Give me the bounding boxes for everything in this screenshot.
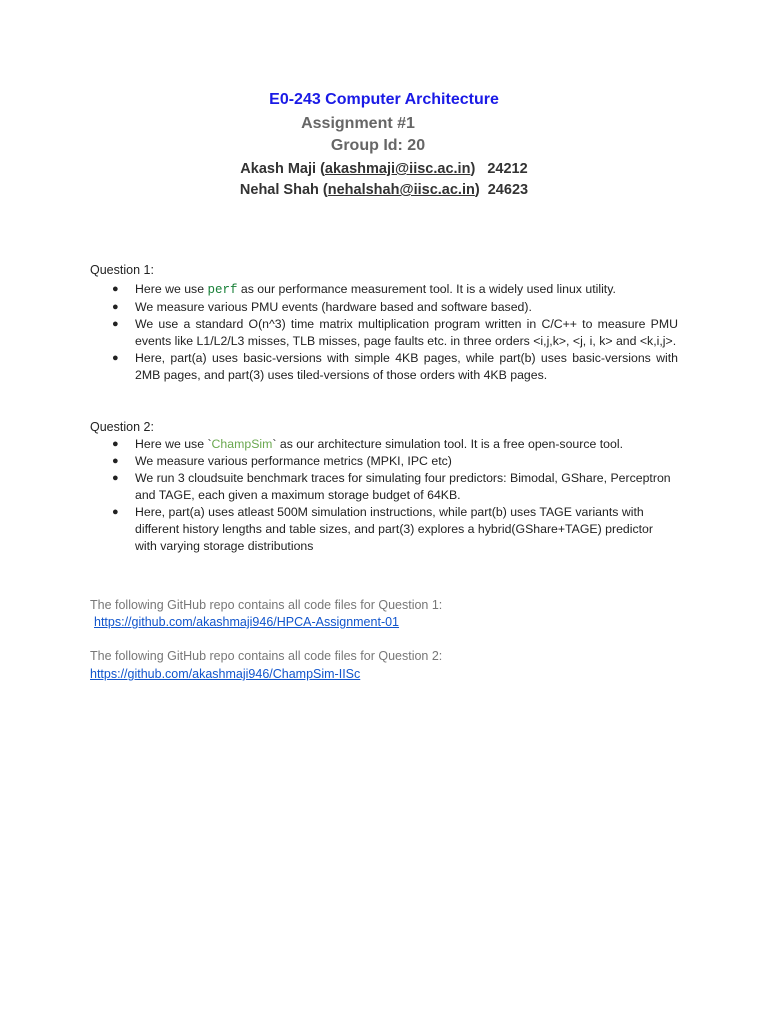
bullet-icon: ●	[112, 506, 119, 518]
author-2-id: ) 24623	[474, 182, 529, 198]
author-1-id: ) 24212	[470, 161, 528, 177]
question-1-list	[90, 281, 678, 384]
perf-code: perf	[207, 283, 238, 297]
list-item	[90, 316, 678, 350]
question-1-heading: Question 1:	[90, 263, 154, 277]
item-text: We use a standard O(n^3) time matrix multiplication program written in C/C++ to measure PMU events like L1/L2/L3 misses, TLB misses, page faults etc. in three orders <i,j,k>, <j, i, k> and <k,i,j>.	[135, 317, 678, 348]
list-item	[90, 299, 678, 316]
assignment-number: Assignment #1	[301, 115, 415, 132]
list-item	[90, 436, 678, 453]
question-2-heading: Question 2:	[90, 420, 154, 434]
author-1-name: Akash Maji (	[240, 161, 325, 177]
champsim-name: ChampSim	[211, 437, 273, 451]
bullet-icon: ●	[112, 318, 119, 330]
q2-repo-link[interactable]: https://github.com/akashmaji946/ChampSim-IISc	[90, 667, 361, 681]
item-text: We measure various PMU events (hardware based and software based).	[135, 300, 532, 314]
bullet-icon: ●	[112, 301, 119, 313]
author-2	[0, 182, 768, 198]
author-2-name: Nehal Shah (	[239, 182, 328, 198]
document-title: E0-243 Computer Architecture	[269, 91, 499, 108]
group-id: Group Id: 20	[330, 137, 426, 154]
q2-repo-note: The following GitHub repo contains all code files for Question 2:	[90, 649, 443, 663]
item-text: ` as our architecture simulation tool. It is a free open-source tool.	[272, 437, 624, 451]
item-text: as our performance measurement tool. It is a widely used linux utility.	[237, 282, 616, 296]
list-item	[90, 504, 678, 555]
list-item	[90, 350, 678, 384]
bullet-icon: ●	[112, 455, 119, 467]
item-text: Here we use	[135, 282, 208, 296]
item-text: Here we use `	[135, 437, 212, 451]
item-text: We measure various performance metrics (MPKI, IPC etc)	[135, 454, 452, 468]
list-item	[90, 281, 678, 299]
bullet-icon: ●	[112, 472, 119, 484]
q1-repo-note: The following GitHub repo contains all code files for Question 1:	[90, 598, 443, 612]
bullet-icon: ●	[112, 438, 119, 450]
author-2-email[interactable]: nehalshah@iisc.ac.in	[327, 182, 475, 198]
item-text: Here, part(a) uses atleast 500M simulation instructions, while part(b) uses TAGE variants with different history lengths and table sizes, and part(3) explores a hybrid(GShare+TAGE) predictor with varying storage distributions	[135, 505, 653, 553]
item-text: We run 3 cloudsuite benchmark traces for simulating four predictors: Bimodal, GShare, Perceptron and TAGE, each given a maximum storage budget of 64KB.	[135, 471, 671, 502]
author-1	[0, 161, 768, 177]
bullet-icon: ●	[112, 352, 119, 364]
bullet-icon: ●	[112, 283, 119, 295]
item-text: Here, part(a) uses basic-versions with simple 4KB pages, while part(b) uses basic-versions with 2MB pages, and part(3) uses tiled-versions of those orders with 4KB pages.	[135, 351, 678, 382]
list-item	[90, 453, 678, 470]
q1-repo-link[interactable]: https://github.com/akashmaji946/HPCA-Assignment-01	[94, 615, 400, 629]
question-2-list	[90, 436, 678, 555]
list-item	[90, 470, 678, 504]
author-1-email[interactable]: akashmaji@iisc.ac.in	[324, 161, 471, 177]
